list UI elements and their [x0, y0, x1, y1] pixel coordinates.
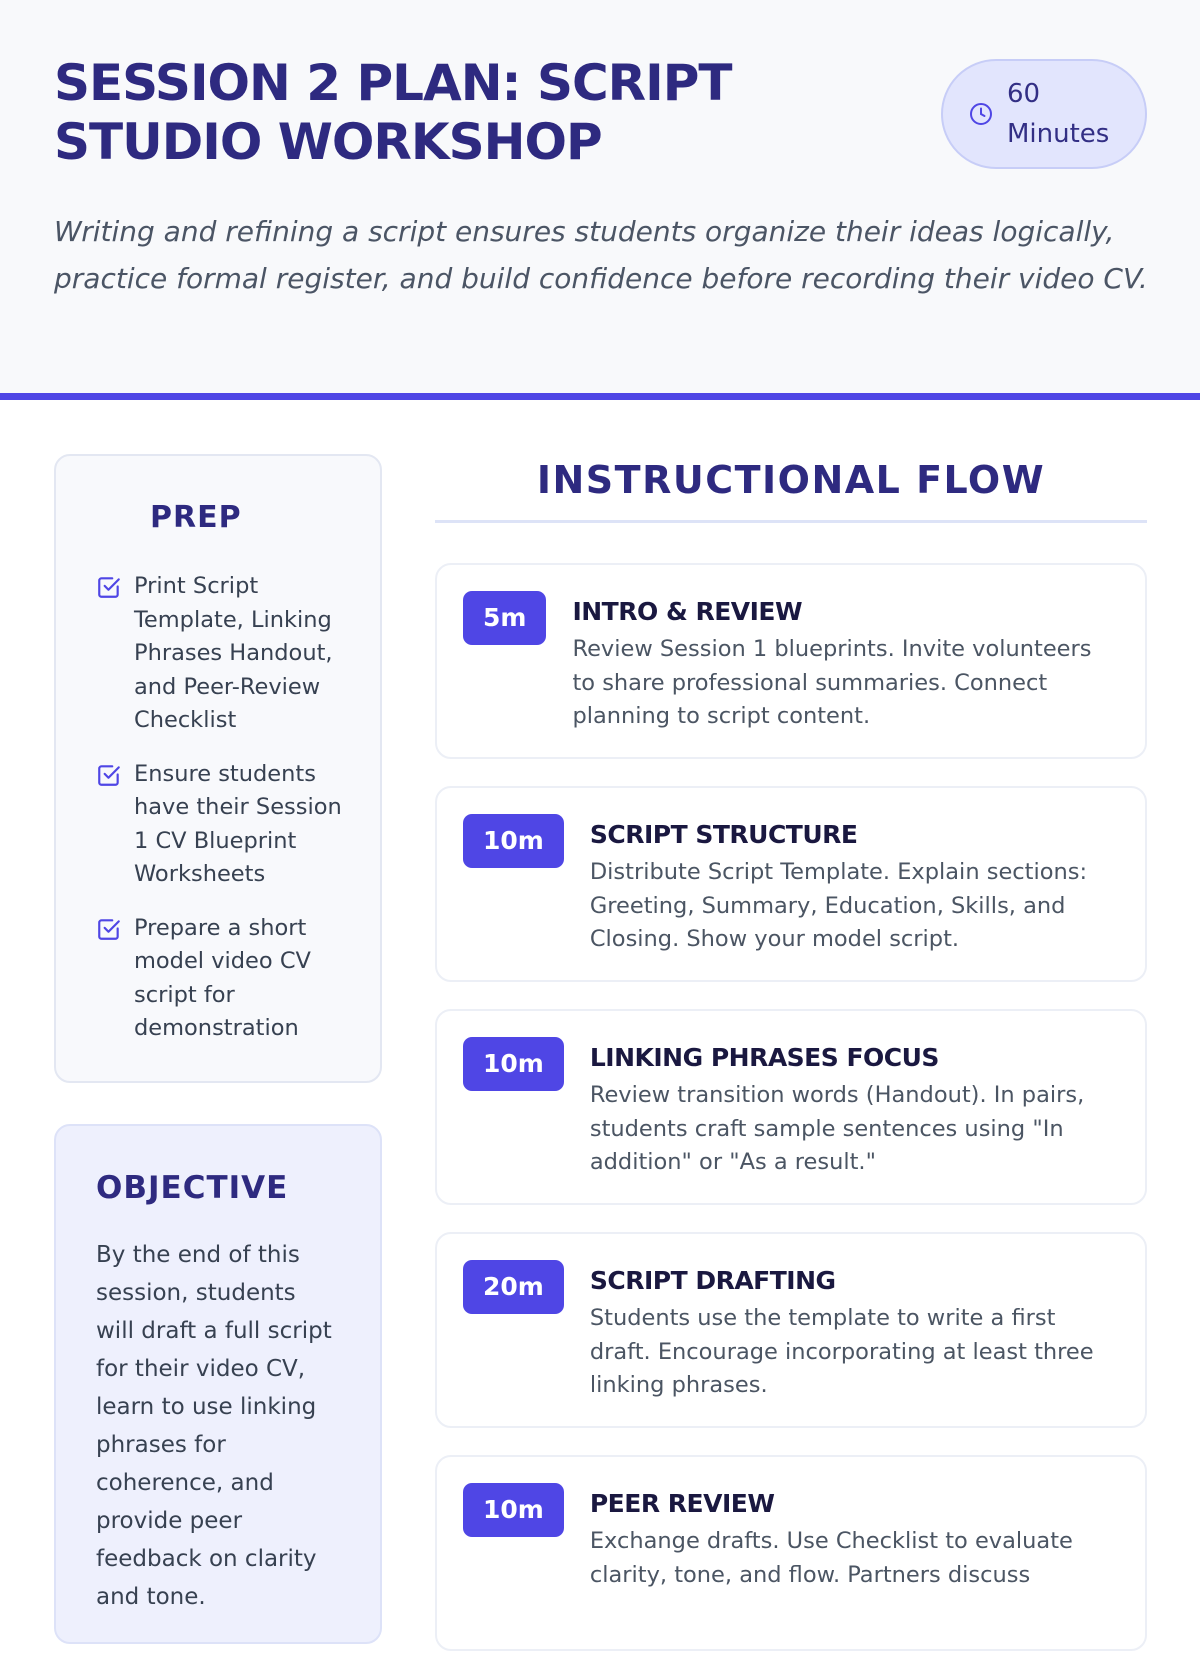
- step-body: [590, 1483, 1121, 1592]
- flow-steps: [435, 563, 1147, 1651]
- step-body: [590, 814, 1121, 957]
- step-title: PEER REVIEW: [589, 1489, 775, 1518]
- flow-step: [435, 1009, 1147, 1205]
- prep-item: [96, 570, 356, 738]
- step-description: Distribute Script Template. Explain sections: Greeting, Summary, Education, Skills, and Closing. Show your model script.: [589, 859, 1088, 952]
- step-description: Review Session 1 blueprints. Invite volunteers to share professional summaries. Connect planning to script content.: [572, 636, 1092, 729]
- step-time-badge: 10m: [463, 1037, 564, 1091]
- step-description: Review transition words (Handout). In pairs, students craft sample sentences using "In addition" or "As a result.": [589, 1082, 1085, 1175]
- prep-item: [96, 758, 356, 892]
- prep-item-text: Prepare a short model video CV script for demonstration: [134, 914, 311, 1041]
- session-description: Writing and refining a script ensures students organize their ideas logically, practice formal register, and build confidence before recording their video CV.: [54, 215, 1148, 295]
- checkbox-icon: [96, 762, 122, 788]
- prep-card: [54, 454, 382, 1083]
- page-title: SESSION 2 PLAN: SCRIPT STUDIO WORKSHOP: [54, 54, 732, 171]
- step-title: SCRIPT DRAFTING: [589, 1266, 836, 1295]
- checkbox-icon: [96, 916, 122, 942]
- objective-title: OBJECTIVE: [96, 1170, 289, 1206]
- step-body: [590, 1037, 1121, 1180]
- step-title: LINKING PHRASES FOCUS: [589, 1043, 939, 1072]
- objective-card: [54, 1124, 382, 1644]
- clock-icon: [969, 102, 993, 126]
- prep-title: PREP: [150, 500, 242, 535]
- instructional-flow: [435, 454, 1147, 1678]
- duration-badge: [941, 59, 1147, 169]
- step-title: SCRIPT STRUCTURE: [589, 820, 858, 849]
- duration-text: 60 Minutes: [1007, 79, 1110, 149]
- prep-item: [96, 912, 356, 1046]
- checkbox-icon: [96, 574, 122, 600]
- flow-step: [435, 1232, 1147, 1428]
- flow-step: [435, 1455, 1147, 1651]
- step-time-badge: 20m: [463, 1260, 564, 1314]
- step-time-badge: 5m: [463, 591, 546, 645]
- step-description: Students use the template to write a first draft. Encourage incorporating at least three linking phrases.: [589, 1305, 1094, 1398]
- step-description: Exchange drafts. Use Checklist to evaluate clarity, tone, and flow. Partners discuss: [589, 1528, 1073, 1588]
- objective-text: By the end of this session, students will draft a full script for their video CV, learn to use linking phrases for coherence, and provide peer feedback on clarity and tone.: [96, 1242, 332, 1610]
- prep-list: [96, 570, 356, 1066]
- step-time-badge: 10m: [463, 814, 564, 868]
- flow-step: [435, 563, 1147, 759]
- flow-title: INSTRUCTIONAL FLOW: [435, 454, 1147, 523]
- step-body: [572, 591, 1121, 734]
- flow-step: [435, 786, 1147, 982]
- step-time-badge: 10m: [463, 1483, 564, 1537]
- prep-item-text: Ensure students have their Session 1 CV Blueprint Worksheets: [134, 760, 342, 887]
- step-body: [590, 1260, 1121, 1403]
- page-header: [0, 0, 1200, 400]
- step-title: INTRO & REVIEW: [572, 597, 803, 626]
- prep-item-text: Print Script Template, Linking Phrases Handout, and Peer-Review Checklist: [134, 573, 333, 733]
